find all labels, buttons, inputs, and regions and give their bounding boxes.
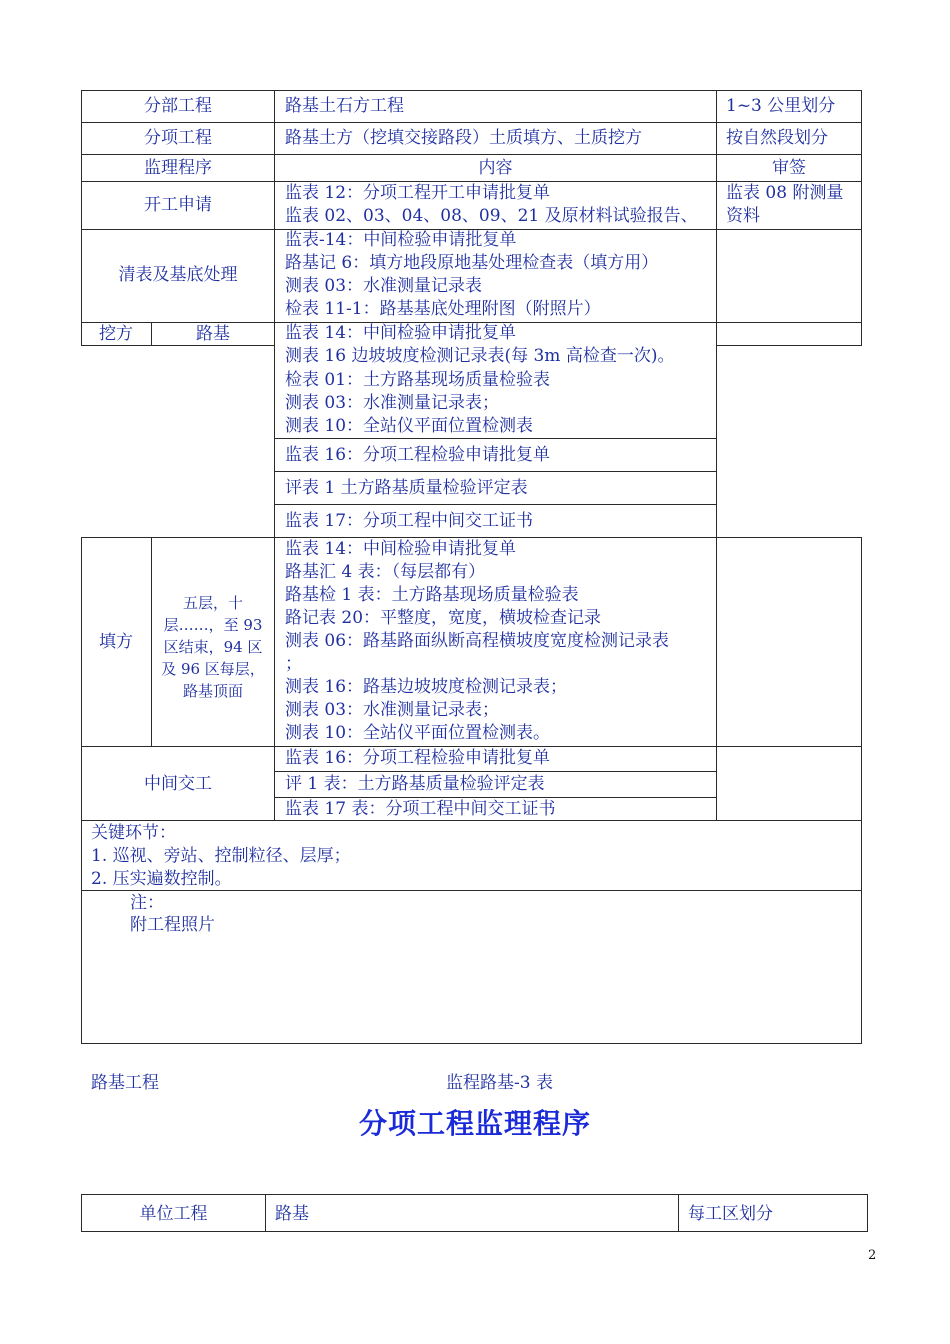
kaigong-sign: 资料 bbox=[726, 206, 760, 226]
wafang-line: 监表 16：分项工程检验申请批复单 bbox=[285, 445, 551, 465]
qingbiao-label: 清表及基底处理 bbox=[118, 265, 238, 285]
header-content: 内容 bbox=[478, 158, 513, 178]
tianfang-label: 填方 bbox=[99, 632, 133, 652]
tianfang-sub: 路基顶面 bbox=[182, 682, 243, 700]
wafang-label: 挖方 bbox=[99, 324, 133, 344]
tianfang-sub: 五层，十 bbox=[182, 594, 243, 612]
tianfang-line: 测表 10：全站仪平面位置检测表。 bbox=[285, 723, 551, 743]
tianfang-line: 路基检 1 表：土方路基现场质量检验表 bbox=[285, 585, 579, 605]
tianfang-line: 路记表 20：平整度，宽度，横坡检查记录 bbox=[285, 608, 602, 628]
fenxiang-content: 路基土方（挖填交接路段）土质填方、土质挖方 bbox=[285, 128, 642, 148]
qingbiao-line: 测表 03：水准测量记录表 bbox=[285, 276, 483, 296]
zhongjian-line: 监表 17 表：分项工程中间交工证书 bbox=[285, 799, 556, 819]
tianfang-sub: 及 96 区每层， bbox=[161, 660, 265, 678]
qingbiao-line: 路基记 6：填方地段原地基处理检查表（填方用） bbox=[285, 253, 659, 273]
kaigong-line: 监表 02、03、04、08、09、21 及原材料试验报告、 bbox=[285, 206, 698, 226]
wafang-line: 测表 10：全站仪平面位置检测表 bbox=[285, 416, 534, 436]
tianfang-line: 测表 03：水准测量记录表； bbox=[285, 700, 500, 720]
kaigong-label: 开工申请 bbox=[144, 195, 212, 215]
note-text: 附工程照片 bbox=[130, 915, 215, 935]
qingbiao-line: 检表 11-1：路基基底处理附图（附照片） bbox=[285, 299, 601, 319]
header-sign: 审签 bbox=[772, 158, 806, 178]
tianfang-sub: 层……，至 93 bbox=[163, 616, 263, 634]
wafang-line: 监表 14：中间检验申请批复单 bbox=[285, 323, 517, 343]
fenxiang-note: 按自然段划分 bbox=[726, 128, 828, 148]
unit-note: 每工区划分 bbox=[688, 1204, 773, 1224]
tianfang-line: 路基汇 4 表：（每层都有） bbox=[285, 562, 486, 582]
unit-content: 路基 bbox=[275, 1204, 309, 1224]
header-procedure: 监理程序 bbox=[144, 158, 212, 178]
fenxiang-label: 分项工程 bbox=[144, 128, 212, 148]
form-code: 监程路基-3 表 bbox=[446, 1073, 553, 1093]
unit-label: 单位工程 bbox=[139, 1204, 208, 1224]
wafang-line: 测表 03：水准测量记录表； bbox=[285, 393, 500, 413]
tianfang-sub: 区结束，94 区 bbox=[163, 638, 263, 656]
page-number: 2 bbox=[868, 1248, 877, 1263]
wafang-line: 测表 16 边坡坡度检测记录表(每 3m 高检查一次)。 bbox=[285, 346, 675, 366]
key-item: 2. 压实遍数控制。 bbox=[91, 869, 232, 889]
tianfang-line: 测表 06：路基路面纵断高程横坡度宽度检测记录表 bbox=[285, 631, 670, 651]
page-title: 分项工程监理程序 bbox=[358, 1107, 591, 1140]
key-title: 关键环节： bbox=[91, 823, 176, 843]
tianfang-line: 测表 16：路基边坡坡度检测记录表； bbox=[285, 677, 568, 697]
kaigong-sign: 监表 08 附测量 bbox=[726, 183, 844, 203]
note-title: 注： bbox=[130, 893, 164, 913]
wafang-sub: 路基 bbox=[196, 324, 230, 344]
zhongjian-line: 评 1 表：土方路基质量检验评定表 bbox=[285, 774, 545, 794]
fenbu-content: 路基土石方工程 bbox=[285, 96, 404, 116]
fenbu-label: 分部工程 bbox=[144, 96, 212, 116]
zhongjian-label: 中间交工 bbox=[144, 774, 212, 794]
fenbu-note: 1~3 公里划分 bbox=[726, 96, 836, 116]
wafang-line: 评表 1 土方路基质量检验评定表 bbox=[285, 478, 528, 498]
kaigong-line: 监表 12：分项工程开工申请批复单 bbox=[285, 183, 551, 203]
zhongjian-line: 监表 16：分项工程检验申请批复单 bbox=[285, 748, 551, 768]
key-item: 1. 巡视、旁站、控制粒径、层厚； bbox=[91, 846, 351, 866]
wafang-line: 检表 01：土方路基现场质量检验表 bbox=[285, 370, 551, 390]
tianfang-line: 监表 14：中间检验申请批复单 bbox=[285, 539, 517, 559]
qingbiao-line: 监表-14：中间检验申请批复单 bbox=[285, 230, 517, 250]
wafang-line: 监表 17：分项工程中间交工证书 bbox=[285, 511, 534, 531]
tianfang-line: ； bbox=[285, 654, 302, 674]
section-label: 路基工程 bbox=[91, 1073, 159, 1093]
